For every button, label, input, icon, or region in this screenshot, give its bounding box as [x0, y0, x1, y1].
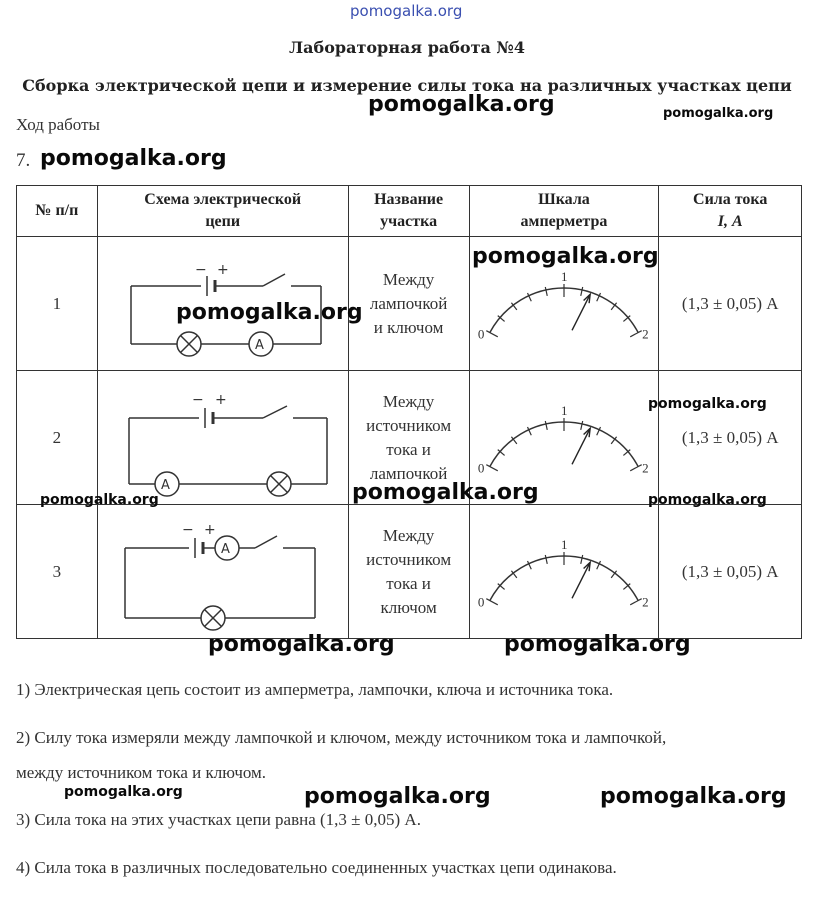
conclusion-3: 3) Сила тока на этих участках цепи равна (1,3 ± 0,05) А.	[16, 810, 421, 829]
conclusion-1: 1) Электрическая цепь состоит из амперметра, лампочки, ключа и источника тока.	[16, 680, 614, 699]
progress-label: Ход работы	[16, 115, 100, 134]
gauge-tick	[545, 287, 547, 296]
watermark: pomogalka.org	[648, 396, 767, 412]
conclusion-2-cont: между источником тока и ключом.	[16, 763, 267, 782]
header-scale-line: амперметра	[520, 213, 608, 230]
gauge-label-mid: 1	[560, 536, 568, 552]
header-scale-line: Шкала	[538, 191, 590, 208]
watermark: pomogalka.org	[600, 784, 787, 809]
gauge-label-max: 2	[642, 460, 649, 476]
gauge-label-min: 0	[477, 326, 485, 342]
conclusion-4: 4) Сила тока в различных последовательно соединенных участках цепи одинакова.	[16, 858, 617, 877]
header-scheme-line: Схема электрической	[144, 191, 302, 208]
watermark: pomogalka.org	[40, 146, 227, 171]
ammeter-gauge	[479, 388, 649, 488]
header-scale	[469, 186, 659, 237]
ammeter-scale	[469, 505, 659, 639]
header-scheme-line: цепи	[205, 213, 241, 230]
current-value: (1,3 ± 0,05) А	[659, 237, 802, 371]
watermark: pomogalka.org	[472, 244, 659, 269]
gauge-needle	[572, 294, 590, 330]
gauge-tick	[630, 598, 641, 604]
gauge-label-min: 0	[477, 460, 485, 476]
watermark: pomogalka.org	[304, 784, 491, 809]
gauge-tick	[630, 330, 641, 336]
header-current	[659, 186, 802, 237]
current-value: (1,3 ± 0,05) А	[659, 505, 802, 639]
plus-sign: +	[203, 521, 216, 538]
item-number: 7.	[16, 150, 31, 171]
section-name	[348, 237, 469, 371]
section-line: и ключом	[373, 317, 444, 337]
header-section-line: Название	[374, 191, 444, 208]
page-title: Лабораторная работа №4	[289, 38, 525, 57]
header-current-line: Сила тока	[693, 191, 768, 208]
section-line: источником	[366, 415, 452, 435]
section-line: Между	[382, 391, 435, 411]
ammeter-label: A	[160, 477, 170, 493]
gauge-label-min: 0	[477, 594, 485, 610]
ammeter-label: A	[254, 337, 264, 353]
gauge-tick	[581, 421, 583, 430]
switch-icon	[255, 536, 277, 548]
row-number: 1	[17, 237, 98, 371]
section-line: Между	[382, 269, 435, 289]
table-row	[17, 505, 802, 639]
gauge-label-mid: 1	[560, 402, 568, 418]
plus-sign: +	[216, 261, 229, 278]
gauge-label-max: 2	[642, 326, 649, 342]
watermark: pomogalka.org	[352, 480, 539, 505]
row-number: 2	[17, 371, 98, 505]
circuit-diagram	[97, 505, 348, 639]
gauge-tick	[581, 287, 583, 296]
section-name	[348, 505, 469, 639]
circuit-3-svg	[103, 512, 343, 632]
gauge-tick	[486, 598, 497, 604]
minus-sign: −	[191, 391, 204, 408]
section-line: тока и	[386, 439, 431, 459]
header-scheme	[97, 186, 348, 237]
table-header-row	[17, 186, 802, 237]
plus-sign: +	[214, 391, 227, 408]
current-value: (1,3 ± 0,05) А	[659, 371, 802, 505]
switch-icon	[263, 274, 285, 286]
gauge-label-mid: 1	[560, 268, 568, 284]
section-line: ключом	[380, 597, 437, 617]
section-line: Между	[382, 525, 435, 545]
section-line: лампочкой	[369, 293, 448, 313]
page-subtitle: Сборка электрической цепи и измерение силы тока на различных участках цепи	[22, 76, 792, 95]
gauge-tick	[545, 555, 547, 564]
section-line: лампочкой	[369, 463, 448, 483]
conclusion-2: 2) Силу тока измеряли между лампочкой и ключом, между источником тока и лампочкой,	[16, 728, 667, 747]
gauge-tick	[581, 555, 583, 564]
header-section-line: участка	[380, 213, 438, 230]
minus-sign: −	[181, 521, 194, 538]
switch-icon	[263, 406, 287, 418]
ammeter-label: A	[220, 541, 230, 557]
gauge-needle	[572, 562, 590, 598]
watermark: pomogalka.org	[504, 632, 691, 657]
watermark: pomogalka.org	[64, 784, 183, 800]
circuit-diagram	[97, 371, 348, 505]
watermark: pomogalka.org	[40, 492, 159, 508]
header-num: № п/п	[17, 186, 98, 237]
lab-table	[16, 185, 802, 639]
gauge-tick	[630, 464, 641, 470]
header-section	[348, 186, 469, 237]
watermark: pomogalka.org	[176, 300, 363, 325]
watermark: pomogalka.org	[368, 92, 555, 117]
watermark: pomogalka.org	[648, 492, 767, 508]
watermark: pomogalka.org	[208, 632, 395, 657]
gauge-tick	[486, 464, 497, 470]
section-line: тока и	[386, 573, 431, 593]
ammeter-gauge	[479, 522, 649, 622]
minus-sign: −	[194, 261, 207, 278]
gauge-needle	[572, 428, 590, 464]
watermark-top: pomogalka.org	[350, 2, 463, 20]
circuit-2-svg	[103, 378, 343, 498]
section-line: источником	[366, 549, 452, 569]
watermark: pomogalka.org	[663, 106, 774, 121]
gauge-label-max: 2	[642, 594, 649, 610]
gauge-tick	[486, 330, 497, 336]
header-current-line: I, А	[717, 213, 743, 230]
table-row	[17, 237, 802, 371]
row-number: 3	[17, 505, 98, 639]
gauge-tick	[545, 421, 547, 430]
